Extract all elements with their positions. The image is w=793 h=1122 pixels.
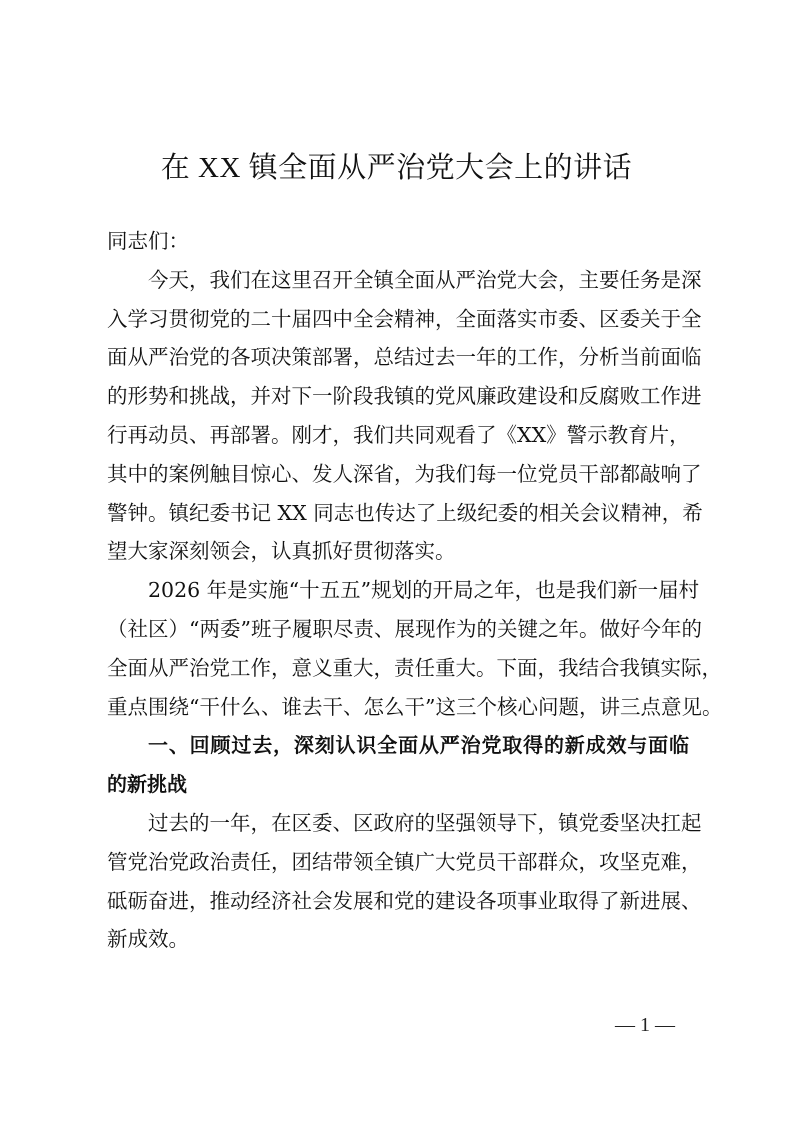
text-line: 管党治党政治责任，团结带领全镇广大党员干部群众，攻坚克难， — [107, 849, 702, 874]
document-body — [107, 222, 723, 959]
text-line: 重点围绕“干什么、谁去干、怎么干”这三个核心问题，讲三点意见。 — [107, 694, 723, 719]
paragraph-context — [107, 571, 723, 726]
text-line: 今天，我们在这里召开全镇全面从严治党大会，主要任务是深 — [148, 267, 702, 292]
text-line: 过去的一年，在区委、区政府的坚强领导下，镇党委坚决扛起 — [148, 810, 702, 835]
text-line: 行再动员、再部署。刚才，我们共同观看了《XX》警示教育片， — [107, 422, 690, 447]
text-line: 全面从严治党工作，意义重大，责任重大。下面，我结合我镇实际， — [107, 655, 722, 680]
text-line: （社区）“两委”班子履职尽责、展现作为的关键之年。做好今年的 — [107, 616, 702, 641]
text-line: 警钟。镇纪委书记 XX 同志也传达了上级纪委的相关会议精神，希 — [107, 500, 703, 525]
paragraph-intro — [107, 261, 703, 571]
text-line: 入学习贯彻党的二十届四中全会精神，全面落实市委、区委关于全 — [107, 306, 702, 331]
heading-line: 一、回顾过去，深刻认识全面从严治党取得的新成效与面临 — [148, 733, 689, 758]
text-line: 望大家深刻领会，认真抓好贯彻落实。 — [107, 539, 456, 564]
document-title: 在 XX 镇全面从严治党大会上的讲话 — [160, 152, 633, 184]
section-heading-1 — [107, 726, 689, 804]
paragraph-review — [107, 804, 702, 959]
text-line: 砥砺奋进，推动经济社会发展和党的建设各项事业取得了新进展、 — [107, 888, 702, 913]
heading-line: 的新挑战 — [107, 772, 187, 797]
text-line: 面从严治党的各项决策部署，总结过去一年的工作，分析当前面临 — [107, 345, 702, 370]
salutation: 同志们： — [107, 229, 189, 253]
page-number: — 1 — — [615, 1014, 675, 1036]
text-line: 的形势和挑战，并对下一阶段我镇的党风廉政建设和反腐败工作进 — [107, 384, 702, 409]
text-line: 2026 年是实施“十五五”规划的开局之年，也是我们新一届村 — [148, 578, 700, 603]
text-line: 新成效。 — [107, 927, 189, 952]
text-line: 其中的案例触目惊心、发人深省，为我们每一位党员干部都敲响了 — [107, 461, 702, 486]
